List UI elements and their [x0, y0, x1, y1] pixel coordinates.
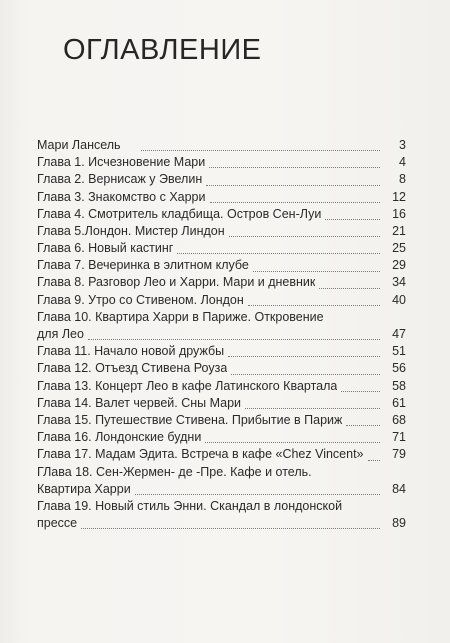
toc-entry-title: Глава 15. Путешествие Стивена. Прибытие в Париж — [37, 412, 343, 427]
toc-entry-title: Глава 5.Лондон. Мистер Линдон — [37, 223, 225, 238]
toc-leader-dots — [205, 442, 380, 443]
toc-entry-title: Глава 14. Валет червей. Сны Мари — [37, 395, 242, 410]
toc-entry-title: Глава 12. Отъезд Стивена Роуза — [37, 361, 228, 376]
toc-page-number: 71 — [392, 430, 406, 445]
toc-entry — [37, 240, 406, 257]
toc-page-number: 56 — [392, 361, 406, 376]
toc-entry — [37, 378, 406, 395]
toc-entry — [37, 412, 406, 429]
toc-leader-dots — [141, 150, 380, 151]
toc-page-number: 61 — [392, 395, 406, 410]
toc-page-number: 58 — [392, 378, 406, 393]
toc-leader-dots — [325, 219, 380, 220]
toc-leader-dots — [341, 391, 380, 392]
toc-leader-dots — [319, 288, 380, 289]
toc-entry-multiline — [37, 309, 406, 343]
toc-leader-dots — [177, 253, 380, 254]
toc-entry-multiline — [37, 464, 406, 498]
toc-leader-dots — [209, 167, 380, 168]
toc-entry — [37, 429, 406, 446]
toc-entry — [37, 171, 406, 188]
toc-page-number: 79 — [392, 447, 406, 462]
toc-entry-title: Мари Лансель — [37, 137, 121, 152]
toc-leader-dots — [135, 494, 380, 495]
toc-entry-title-continued: для Лео — [37, 327, 84, 342]
toc-entry-title: Глава 7. Вечеринка в элитном клубе — [37, 258, 249, 273]
toc-entry-title: Глава 19. Новый стиль Энни. Скандал в лондонской — [37, 498, 343, 513]
toc-entry — [37, 395, 406, 412]
toc-entry — [37, 223, 406, 240]
toc-leader-dots — [245, 408, 380, 409]
toc-leader-dots — [248, 305, 380, 306]
toc-entry-title: Глава 13. Концерт Лео в кафе Латинского Квартала — [37, 378, 338, 393]
toc-leader-dots — [210, 202, 381, 203]
toc-entry-continuation — [37, 515, 406, 532]
toc-page-number: 12 — [392, 189, 406, 204]
toc-entry — [37, 292, 406, 309]
toc-page-number: 34 — [392, 275, 406, 290]
toc-page-number: 8 — [399, 172, 406, 187]
toc-page-number: 3 — [399, 137, 406, 152]
toc-entry-title: Глава 6. Новый кастинг — [37, 241, 174, 256]
toc-entry-title: Глава 3. Знакомство с Харри — [37, 189, 206, 204]
toc-entry — [37, 137, 406, 154]
toc-entry-title: Глава 2. Вернисаж у Эвелин — [37, 172, 203, 187]
toc-entry-continuation — [37, 326, 406, 343]
toc-entry — [37, 206, 406, 223]
toc-entry-title-continued: Квартира Харри — [37, 481, 131, 496]
toc-entry — [37, 154, 406, 171]
toc-page-number: 47 — [392, 327, 406, 342]
toc-leader-dots — [346, 425, 380, 426]
toc-entry — [37, 275, 406, 292]
toc-leader-dots — [253, 271, 380, 272]
toc-entry-title-continued: прессе — [37, 516, 78, 531]
toc-entry-title: Глава 4. Смотритель кладбища. Остров Сен-Луи — [37, 206, 322, 221]
toc-entry-title: Глава 11. Начало новой дружбы — [37, 344, 225, 359]
toc-entry — [37, 189, 406, 206]
toc-page-number: 29 — [392, 258, 406, 273]
toc-page-number: 16 — [392, 206, 406, 221]
toc-page-number: 68 — [392, 412, 406, 427]
toc-entry-title: Глава 1. Исчезновение Мари — [37, 155, 206, 170]
toc-entry-title: Глава 16. Лондонские будни — [37, 430, 202, 445]
toc-leader-dots — [231, 374, 380, 375]
toc-entry — [37, 257, 406, 274]
toc-page-number: 84 — [392, 481, 406, 496]
toc-leader-dots — [81, 528, 380, 529]
toc-leader-dots — [228, 356, 380, 357]
toc-leader-dots — [368, 460, 380, 461]
toc-entry-continuation — [37, 481, 406, 498]
toc-leader-dots — [88, 339, 380, 340]
toc-entry-title: Глава 9. Утро со Стивеном. Лондон — [37, 292, 244, 307]
toc-entry — [37, 343, 406, 360]
toc-page-number: 51 — [392, 344, 406, 359]
toc-entry-multiline — [37, 498, 406, 532]
toc-page-number: 40 — [392, 292, 406, 307]
toc-leader-dots — [206, 185, 380, 186]
toc-entry-title: ГЛава 18. Сен-Жермен- де -Пре. Кафе и отель. — [37, 464, 312, 479]
toc-page-number: 89 — [392, 516, 406, 531]
table-of-contents — [37, 137, 406, 532]
toc-entry-title: Глава 17. Мадам Эдита. Встреча в кафе «Chez Vincent» — [37, 447, 364, 462]
toc-entry-title: Глава 10. Квартира Харри в Париже. Откровение — [37, 309, 324, 324]
toc-page-number: 25 — [392, 241, 406, 256]
toc-entry — [37, 360, 406, 377]
toc-entry-title: Глава 8. Разговор Лео и Харри. Мари и дневник — [37, 275, 316, 290]
toc-page-number: 4 — [399, 155, 406, 170]
toc-page-number: 21 — [392, 223, 406, 238]
page-title: ОГЛАВЛЕНИЕ — [63, 34, 262, 66]
toc-entry — [37, 446, 406, 463]
toc-leader-dots — [229, 236, 380, 237]
